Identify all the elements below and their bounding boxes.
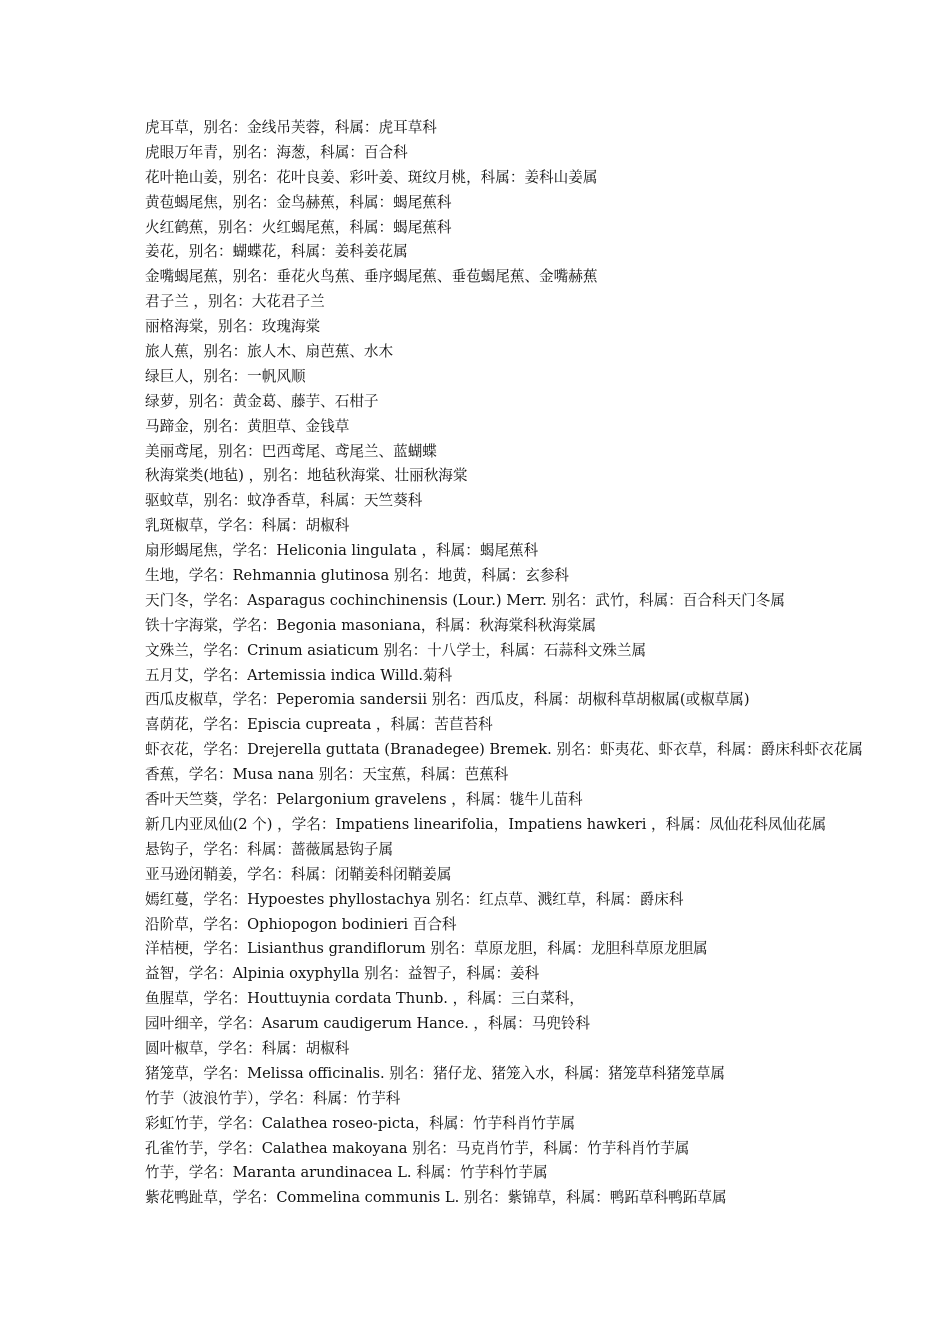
text-line: 姜花，别名：蝴蝶花，科属：姜科姜花属 bbox=[145, 243, 408, 261]
text-line: 竹芋，学名：Maranta arundinacea L. 科属：竹芋科竹芋属 bbox=[145, 1164, 548, 1182]
text-line: 紫花鸭趾草，学名：Commelina communis L. 别名：紫锦草，科属：鸭跖草科鸭跖草属 bbox=[145, 1189, 727, 1207]
text-line: 秋海棠类(地毡) ，别名：地毡秋海棠、壮丽秋海棠 bbox=[145, 467, 468, 485]
text-line: 猪笼草，学名：Melissa officinalis. 别名：猪仔龙、猪笼入水，科属：猪笼草科猪笼草属 bbox=[145, 1064, 725, 1082]
text-line: 绿萝，别名：黄金葛、藤芋、石柑子 bbox=[145, 392, 379, 410]
text-line: 香叶天竺葵，学名：Pelargonium gravelens ，科属：牻牛儿苗科 bbox=[145, 791, 583, 809]
text-line: 悬钩子，学名：科属：蔷薇属悬钩子属 bbox=[145, 840, 394, 858]
text-line: 虎耳草，别名：金线吊芙蓉，科属：虎耳草科 bbox=[145, 119, 437, 136]
text-line: 扇形蝎尾焦，学名：Heliconia lingulata ，科属：蝎尾蕉科 bbox=[145, 542, 539, 560]
text-line: 花叶艳山姜，别名：花叶良姜、彩叶姜、斑纹月桃，科属：姜科山姜属 bbox=[145, 168, 598, 186]
text-line: 孔雀竹芋，学名：Calathea makoyana 别名：马克肖竹芋，科属：竹芋科肖竹芋属 bbox=[145, 1139, 690, 1157]
text-line: 园叶细辛，学名：Asarum caudigerum Hance. ，科属：马兜铃科 bbox=[145, 1015, 591, 1033]
text-line: 天门冬，学名：Asparagus cochinchinensis (Lour.) Merr. 别名：武竹，科属：百合科天门冬属 bbox=[145, 591, 785, 609]
text-line: 洋桔梗，学名：Lisianthus grandiflorum 别名：草原龙胆，科属：龙胆科草原龙胆属 bbox=[145, 940, 708, 958]
text-line: 黄苞蝎尾焦，别名：金鸟赫蕉，科属：蝎尾蕉科 bbox=[145, 193, 452, 211]
text-line: 马蹄金，别名：黄胆草、金钱草 bbox=[145, 417, 350, 435]
text-line: 彩虹竹芋，学名：Calathea roseo-picta，科属：竹芋科肖竹芋属 bbox=[145, 1114, 576, 1132]
text-line: 铁十字海棠，学名：Begonia masoniana，科属：秋海棠科秋海棠属 bbox=[145, 616, 597, 634]
text-line: 西瓜皮椒草，学名：Peperomia sandersii 别名：西瓜皮，科属：胡椒科草胡椒属(或椒草属) bbox=[145, 691, 750, 709]
text-line: 文殊兰，学名：Crinum asiaticum 别名：十八学士，科属：石蒜科文殊兰属 bbox=[145, 641, 647, 659]
text-line: 金嘴蝎尾蕉，别名：垂花火鸟蕉、垂序蝎尾蕉、垂苞蝎尾蕉、金嘴赫蕉 bbox=[145, 268, 598, 286]
text-line: 喜荫花，学名：Episcia cupreata ，科属：苦苣苔科 bbox=[145, 716, 493, 734]
text-line: 乳斑椒草，学名：科属：胡椒科 bbox=[145, 517, 350, 535]
text-line: 美丽鸢尾，别名：巴西鸢尾、鸢尾兰、蓝蝴蝶 bbox=[145, 442, 437, 460]
text-line: 竹芋（波浪竹芋），学名：科属：竹芋科 bbox=[145, 1089, 401, 1107]
text-line: 五月艾，学名：Artemissia indica Willd.菊科 bbox=[145, 666, 453, 684]
text-line: 虾衣花，学名：Drejerella guttata (Branadegee) Bremek. 别名：虾夷花、虾衣草，科属：爵床科虾衣花属 bbox=[145, 741, 863, 759]
text-line: 沿阶草，学名：Ophiopogon bodinieri 百合科 bbox=[145, 915, 457, 933]
text-line: 生地，学名：Rehmannia glutinosa 别名：地黄，科属：玄参科 bbox=[145, 567, 570, 585]
text-line: 亚马逊闭鞘姜，学名：科属：闭鞘姜科闭鞘姜属 bbox=[145, 865, 452, 883]
text-line: 驱蚊草，别名：蚊净香草，科属：天竺葵科 bbox=[145, 492, 423, 510]
text-line: 虎眼万年青，别名：海葱，科属：百合科 bbox=[145, 143, 408, 161]
text-line: 嫣红蔓，学名：Hypoestes phyllostachya 别名：红点草、溅红草，科属：爵床科 bbox=[145, 890, 684, 908]
text-line: 君子兰 ，别名：大花君子兰 bbox=[145, 293, 325, 311]
plant-name-list bbox=[145, 116, 935, 1211]
text-line: 丽格海棠，别名：玫瑰海棠 bbox=[145, 318, 321, 336]
text-line: 香蕉，学名：Musa nana 别名：天宝蕉，科属：芭蕉科 bbox=[145, 766, 509, 784]
text-line: 圆叶椒草，学名：科属：胡椒科 bbox=[145, 1039, 350, 1057]
text-line: 鱼腥草，学名：Houttuynia cordata Thunb. ，科属：三白菜科， bbox=[145, 990, 584, 1008]
text-line: 火红鹤蕉，别名：火红蝎尾蕉，科属：蝎尾蕉科 bbox=[145, 218, 452, 236]
text-line: 新几内亚凤仙(2 个) ，学名：Impatiens linearifolia，Impatiens hawkeri ，科属：凤仙花科凤仙花属 bbox=[145, 815, 827, 833]
text-line: 益智，学名：Alpinia oxyphylla 别名：益智子，科属：姜科 bbox=[145, 965, 540, 983]
text-line: 绿巨人，别名：一帆风顺 bbox=[145, 367, 306, 385]
text-line: 旅人蕉，别名：旅人木、扇芭蕉、水木 bbox=[145, 343, 394, 361]
